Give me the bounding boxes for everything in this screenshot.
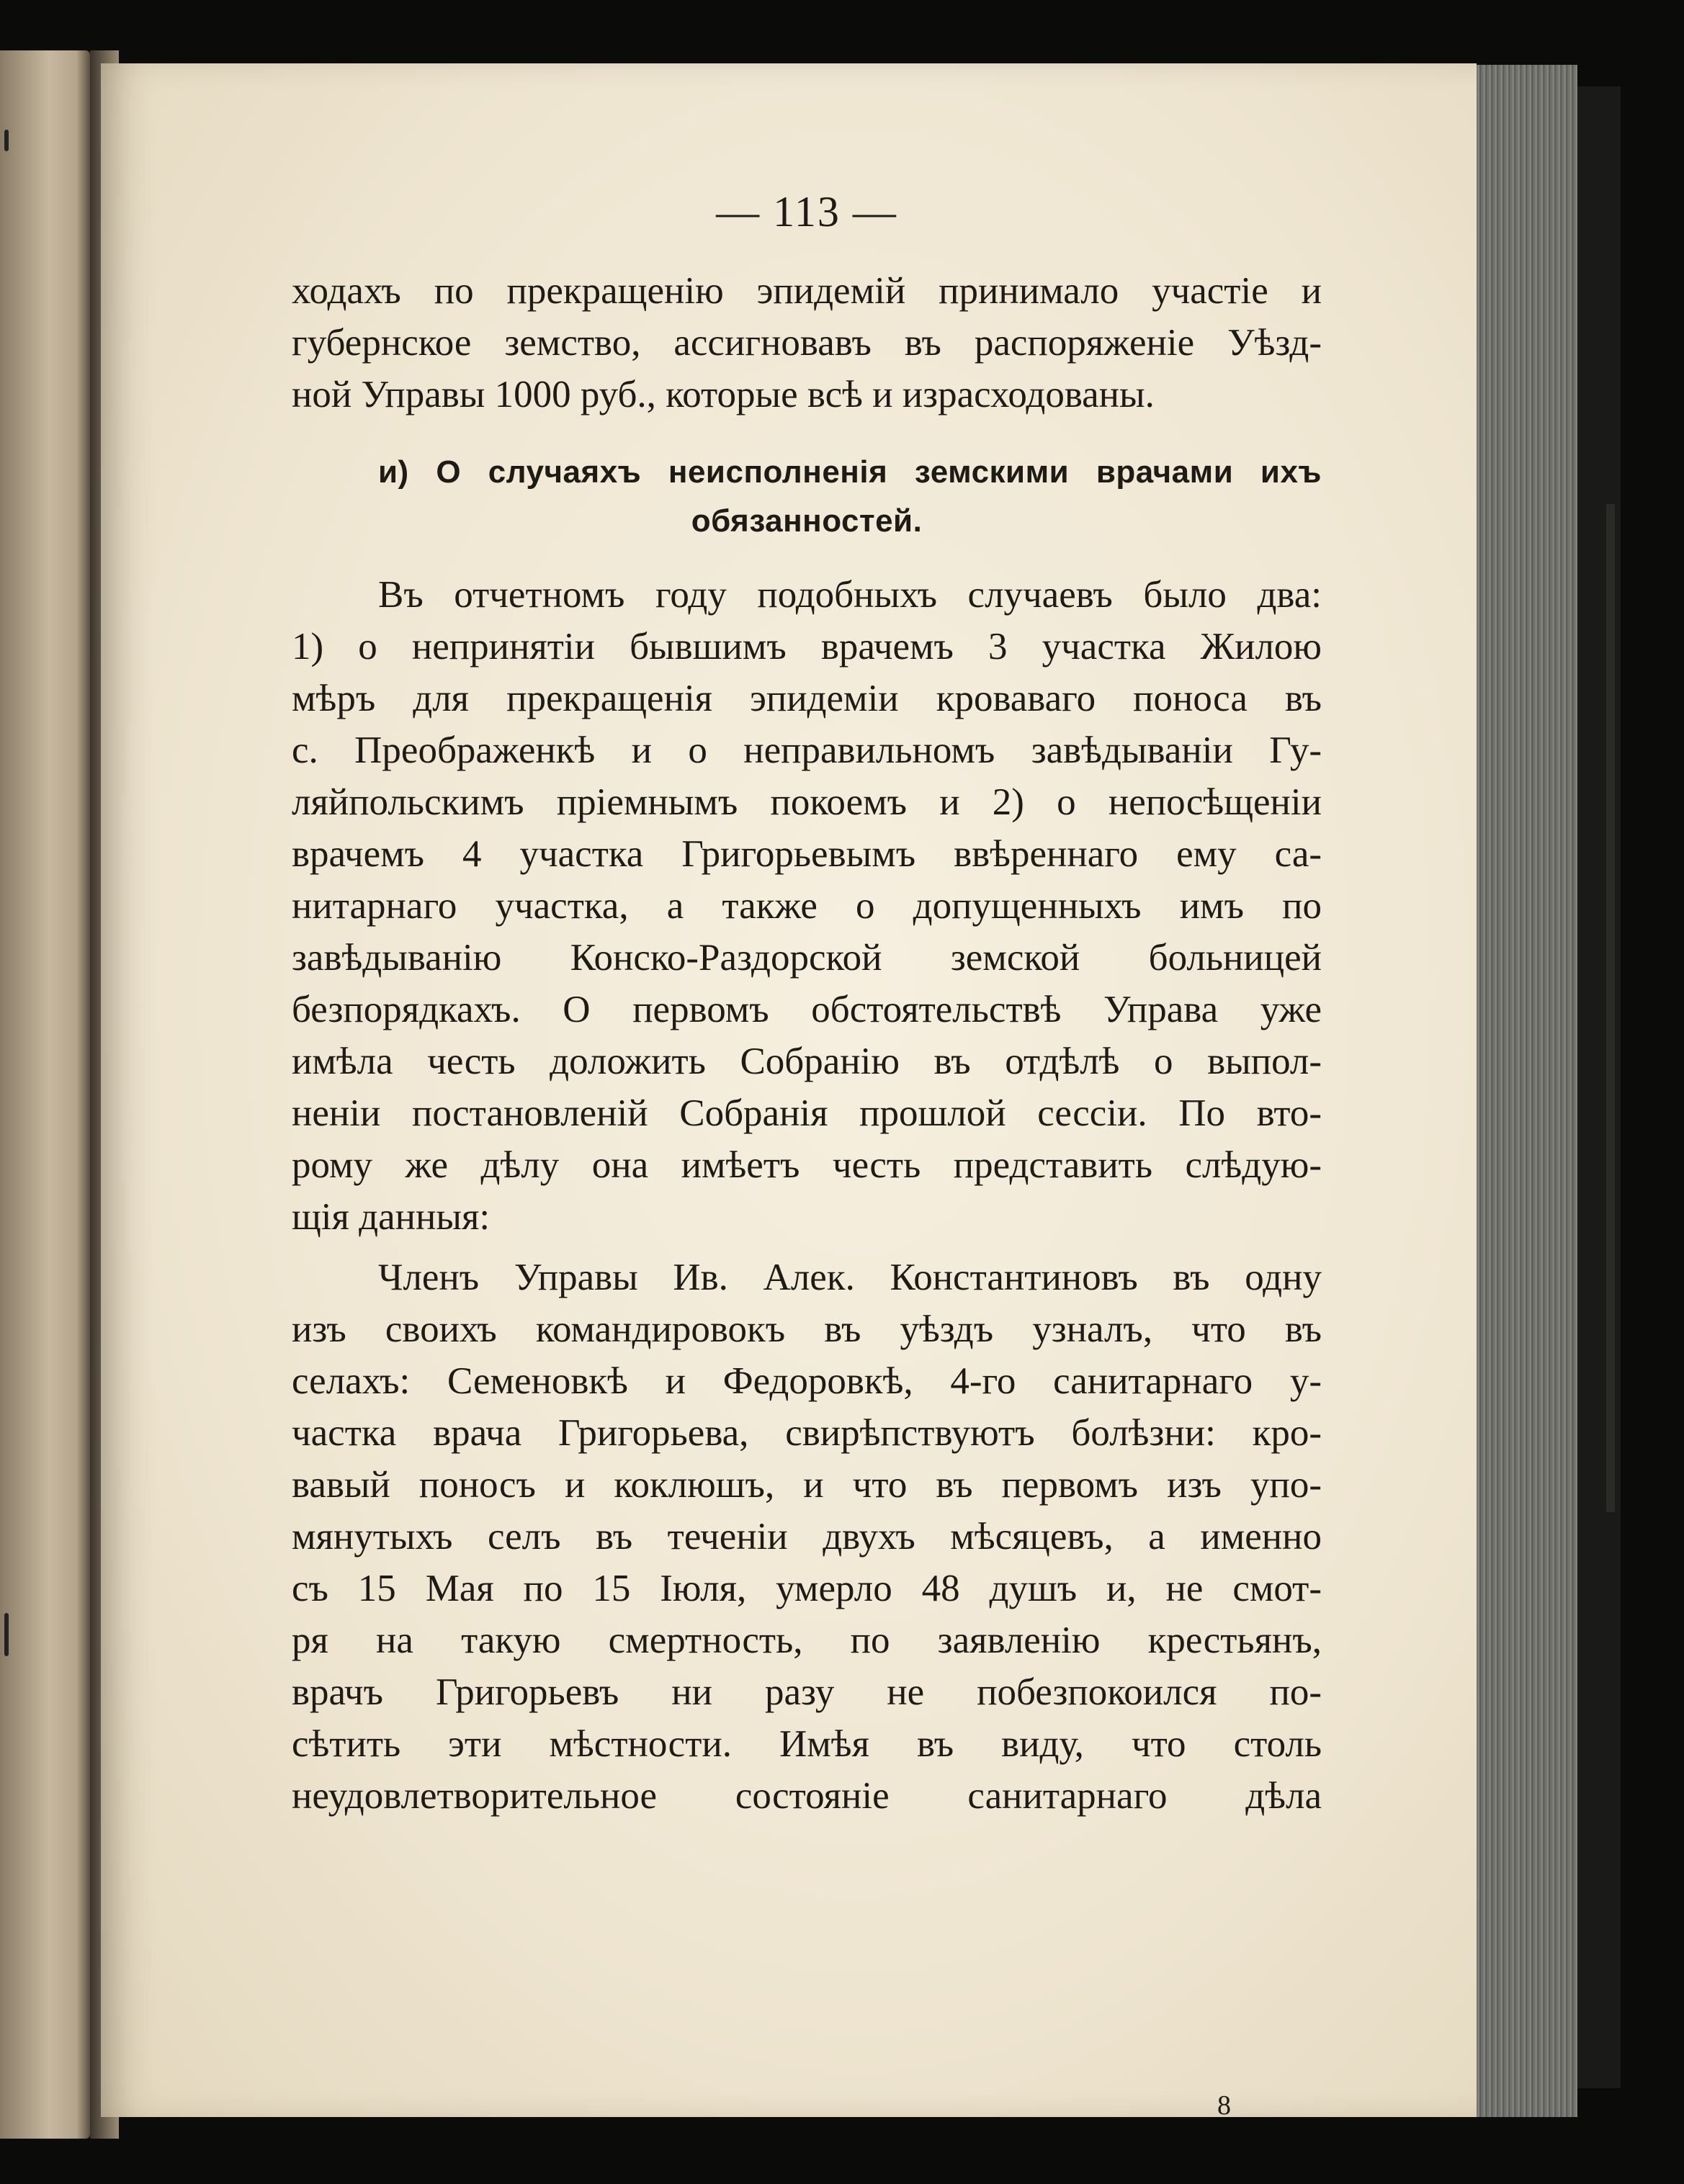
text-line: вавый поносъ и коклюшъ, и что въ первомъ изъ упо-: [292, 1464, 1322, 1506]
text-line: губернское земство, ассигновавъ въ распоряженіе Уѣзд-: [292, 322, 1322, 364]
left-page-mark: [4, 130, 9, 151]
text-line: рому же дѣлу она имѣетъ честь представить слѣдую-: [292, 1144, 1322, 1186]
cover-shadow: [1606, 504, 1615, 1512]
text-line: мянутыхъ селъ въ теченіи двухъ мѣсяцевъ, а именно: [292, 1516, 1322, 1558]
text-line: изъ своихъ командировокъ въ уѣздъ узналъ, что въ: [292, 1308, 1322, 1350]
text-line: ря на такую смертность, по заявленію крестьянъ,: [292, 1619, 1322, 1661]
text-line: завѣдыванію Конско-Раздорской земской больницей: [292, 937, 1322, 979]
text-line: щія данныя:: [292, 1196, 491, 1238]
page-stack-edge: [1477, 65, 1577, 2117]
text-line: неніи постановленій Собранія прошлой сессіи. По вто-: [292, 1092, 1322, 1134]
left-page-edge: [0, 50, 90, 2139]
text-line: ляйпольскимъ пріемнымъ покоемъ и 2) о непосѣщеніи: [292, 781, 1322, 823]
signature-mark: 8: [1217, 2090, 1231, 2121]
text-line: мѣръ для прекращенія эпидеміи кроваваго поноса въ: [292, 678, 1322, 719]
text-line: врачемъ 4 участка Григорьевымъ ввѣреннаго ему са-: [292, 833, 1322, 875]
text-line: частка врача Григорьева, свирѣпствуютъ болѣзни: кро-: [292, 1412, 1322, 1454]
text-line: сѣтить эти мѣстности. Имѣя въ виду, что столь: [292, 1723, 1322, 1765]
text-line: врачъ Григорьевъ ни разу не побезпокоился по-: [292, 1671, 1322, 1713]
text-line: имѣла честь доложить Собранію въ отдѣлѣ о выпол-: [292, 1041, 1322, 1082]
text-line: с. Преображенкѣ и о неправильномъ завѣдываніи Гу-: [292, 729, 1322, 771]
text-line: Членъ Управы Ив. Алек. Константиновъ въ одну: [378, 1257, 1322, 1298]
text-line: ходахъ по прекращенію эпидемій принимало участіе и: [292, 270, 1322, 312]
text-line: ной Управы 1000 руб., которые всѣ и израсходованы.: [292, 374, 1155, 415]
text-line: 1) о непринятіи бывшимъ врачемъ 3 участка Жилою: [292, 626, 1322, 668]
text-line: съ 15 Мая по 15 Іюля, умерло 48 душъ и, не смот-: [292, 1568, 1322, 1609]
section-heading: и) О случаяхъ неисполненія земскими врачами ихъ: [378, 454, 1322, 490]
text-line: Въ отчетномъ году подобныхъ случаевъ было два:: [378, 574, 1322, 616]
text-line: селахъ: Семеновкѣ и Федоровкѣ, 4-го санитарнаго у-: [292, 1360, 1322, 1402]
page-number: — 113 —: [716, 188, 897, 235]
text-line: неудовлетворительное состояніе санитарнаго дѣла: [292, 1775, 1322, 1817]
left-page-mark: [4, 1613, 9, 1656]
text-line: безпорядкахъ. О первомъ обстоятельствѣ Управа уже: [292, 989, 1322, 1030]
section-heading-cont: обязанностей.: [691, 503, 923, 539]
text-line: нитарнаго участка, а также о допущенныхъ имъ по: [292, 885, 1322, 927]
